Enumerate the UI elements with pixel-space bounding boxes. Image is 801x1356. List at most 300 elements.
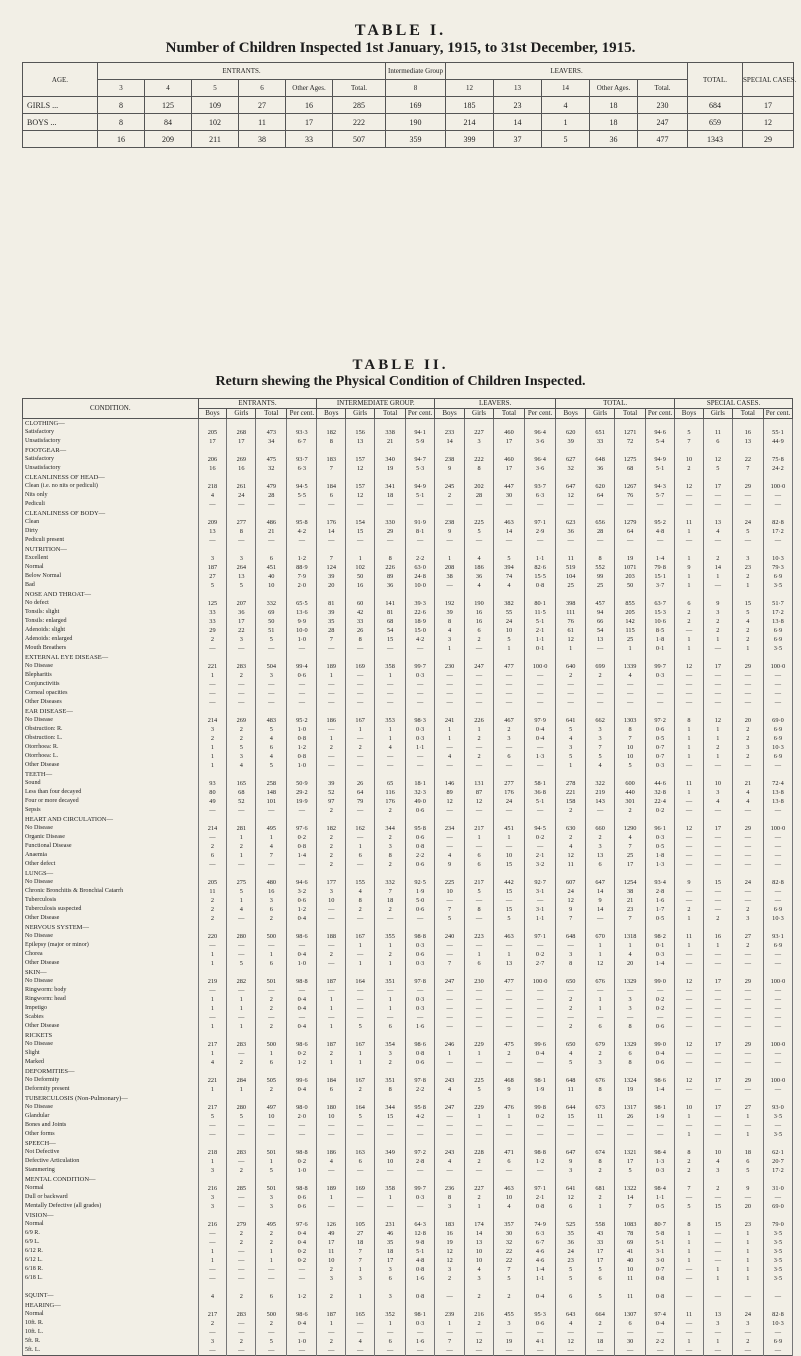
- value-cell: 4: [256, 734, 287, 743]
- empty-cell: [525, 968, 556, 977]
- value-cell: 219: [198, 977, 227, 986]
- value-cell: 4: [346, 1337, 375, 1346]
- value-cell: 97: [317, 797, 346, 806]
- value-cell: 176: [317, 518, 346, 527]
- value-cell: 176: [375, 797, 406, 806]
- value-cell: 94·1: [406, 428, 435, 437]
- value-cell: 4·6: [525, 1247, 556, 1256]
- value-cell: —: [493, 1004, 524, 1013]
- value-cell: 5: [198, 581, 227, 590]
- empty-cell: [317, 1139, 346, 1148]
- value-cell: 0·6: [646, 1022, 675, 1031]
- value-cell: 24: [493, 617, 524, 626]
- empty-cell: [763, 1094, 792, 1103]
- value-cell: —: [646, 536, 675, 545]
- value-cell: 6: [346, 1157, 375, 1166]
- empty-cell: [287, 545, 317, 554]
- value-cell: —: [435, 671, 465, 680]
- value-cell: —: [763, 1085, 792, 1094]
- condition-label-cell: Glandular: [23, 1112, 199, 1121]
- value-cell: 93·4: [646, 878, 675, 887]
- value-cell: 1: [556, 644, 586, 653]
- sub-header: Girls: [703, 409, 732, 419]
- value-cell: 1: [675, 1112, 704, 1121]
- value-cell: 1: [732, 1265, 763, 1274]
- value-cell: 0·2: [287, 1256, 317, 1265]
- value-cell: 0·6: [287, 671, 317, 680]
- value-cell: 382: [493, 599, 524, 608]
- value-cell: 12: [435, 1247, 465, 1256]
- empty-cell: [256, 1283, 287, 1292]
- value-cell: 4: [256, 752, 287, 761]
- value-cell: 6: [615, 1319, 646, 1328]
- empty-cell: [675, 1094, 704, 1103]
- table1-cell: 16: [98, 131, 145, 148]
- value-cell: 1·6: [406, 1274, 435, 1283]
- section-label: NOSE AND THROAT—: [23, 590, 199, 599]
- value-cell: 157: [346, 455, 375, 464]
- empty-cell: [763, 545, 792, 554]
- value-cell: 14: [317, 527, 346, 536]
- condition-row: [23, 1337, 793, 1346]
- value-cell: 1: [256, 1256, 287, 1265]
- value-cell: 1: [435, 1049, 465, 1058]
- value-cell: 24: [732, 878, 763, 887]
- value-cell: —: [406, 761, 435, 770]
- empty-cell: [375, 815, 406, 824]
- value-cell: 9: [556, 905, 586, 914]
- value-cell: 6·9: [763, 734, 792, 743]
- value-cell: 280: [227, 1103, 256, 1112]
- value-cell: 217: [198, 1040, 227, 1049]
- value-cell: —: [732, 1058, 763, 1067]
- condition-row: [23, 1319, 793, 1328]
- value-cell: —: [493, 941, 524, 950]
- value-cell: 641: [556, 716, 586, 725]
- value-cell: 95·8: [406, 1103, 435, 1112]
- empty-cell: [287, 473, 317, 482]
- value-cell: —: [375, 644, 406, 653]
- value-cell: 8: [615, 725, 646, 734]
- condition-row: [23, 1112, 793, 1121]
- condition-row: [23, 932, 793, 941]
- condition-label-cell: Marked: [23, 1058, 199, 1067]
- condition-label-cell: Dull or backward: [23, 1193, 199, 1202]
- value-cell: 15: [703, 1220, 732, 1229]
- empty-cell: [256, 1301, 287, 1310]
- condition-row: [23, 617, 793, 626]
- condition-label-cell: Normal: [23, 1220, 199, 1229]
- value-cell: —: [198, 1013, 227, 1022]
- value-cell: 14: [703, 563, 732, 572]
- section-label: LUNGS—: [23, 869, 199, 878]
- empty-cell: [586, 968, 615, 977]
- value-cell: —: [703, 500, 732, 509]
- empty-cell: [287, 770, 317, 779]
- condition-label-cell: Chorea: [23, 950, 199, 959]
- value-cell: —: [703, 806, 732, 815]
- row-label: [23, 131, 98, 148]
- value-cell: 12: [556, 635, 586, 644]
- value-cell: 2: [465, 752, 494, 761]
- value-cell: 2: [317, 833, 346, 842]
- empty-cell: [435, 545, 465, 554]
- value-cell: 2: [256, 995, 287, 1004]
- value-cell: —: [675, 680, 704, 689]
- value-cell: 12: [675, 482, 704, 491]
- value-cell: 1318: [615, 932, 646, 941]
- value-cell: —: [675, 1085, 704, 1094]
- value-cell: 664: [586, 1310, 615, 1319]
- value-cell: 9: [675, 563, 704, 572]
- empty-cell: [763, 509, 792, 518]
- value-cell: 0·6: [406, 950, 435, 959]
- value-cell: 158: [556, 797, 586, 806]
- value-cell: 12: [556, 896, 586, 905]
- value-cell: 21: [615, 896, 646, 905]
- value-cell: 81: [375, 608, 406, 617]
- value-cell: —: [493, 761, 524, 770]
- condition-row: [23, 698, 793, 707]
- value-cell: 0·6: [406, 905, 435, 914]
- value-cell: —: [703, 959, 732, 968]
- value-cell: —: [703, 680, 732, 689]
- value-cell: —: [732, 1049, 763, 1058]
- condition-row: [23, 779, 793, 788]
- value-cell: —: [406, 914, 435, 923]
- condition-row: [23, 500, 793, 509]
- value-cell: 87: [465, 788, 494, 797]
- empty-cell: [732, 473, 763, 482]
- value-cell: 479: [256, 482, 287, 491]
- value-cell: —: [287, 698, 317, 707]
- value-cell: 341: [375, 482, 406, 491]
- table1-cell: 18: [590, 97, 638, 114]
- empty-cell: [227, 1067, 256, 1076]
- value-cell: 98·8: [287, 1148, 317, 1157]
- value-cell: 33: [586, 437, 615, 446]
- value-cell: 4·2: [406, 635, 435, 644]
- value-cell: —: [615, 1130, 646, 1139]
- value-cell: 5: [493, 635, 524, 644]
- section-label: TUBERCULOSIS (Non-Pulmonary)—: [23, 1094, 199, 1103]
- condition-label-cell: Impetigo: [23, 1004, 199, 1013]
- value-cell: 358: [375, 1184, 406, 1193]
- value-cell: 1: [675, 734, 704, 743]
- value-cell: 4: [703, 1157, 732, 1166]
- empty-cell: [198, 1031, 227, 1040]
- value-cell: 100·0: [763, 482, 792, 491]
- value-cell: 1: [435, 725, 465, 734]
- value-cell: 100·0: [763, 662, 792, 671]
- value-cell: 1·2: [287, 905, 317, 914]
- empty-cell: [435, 1211, 465, 1220]
- value-cell: 2: [317, 950, 346, 959]
- empty-cell: [556, 1175, 586, 1184]
- condition-row: [23, 734, 793, 743]
- condition-row: [23, 554, 793, 563]
- value-cell: 2: [586, 671, 615, 680]
- value-cell: —: [703, 1112, 732, 1121]
- value-cell: 10: [703, 1148, 732, 1157]
- value-cell: —: [465, 1328, 494, 1337]
- value-cell: —: [287, 1121, 317, 1130]
- value-cell: 1: [465, 1202, 494, 1211]
- value-cell: 681: [586, 1184, 615, 1193]
- value-cell: 4: [556, 1319, 586, 1328]
- value-cell: 36: [465, 572, 494, 581]
- value-cell: 2: [317, 860, 346, 869]
- empty-cell: [493, 1283, 524, 1292]
- empty-cell: [732, 1094, 763, 1103]
- condition-row: [23, 716, 793, 725]
- value-cell: 0·3: [406, 959, 435, 968]
- value-cell: 20: [732, 1202, 763, 1211]
- empty-cell: [435, 1031, 465, 1040]
- value-cell: 284: [227, 1076, 256, 1085]
- empty-cell: [375, 446, 406, 455]
- empty-cell: [256, 446, 287, 455]
- empty-cell: [615, 446, 646, 455]
- value-cell: 1: [675, 743, 704, 752]
- value-cell: 24·8: [406, 572, 435, 581]
- value-cell: 5: [615, 1166, 646, 1175]
- empty-cell: [346, 1067, 375, 1076]
- empty-cell: [586, 1301, 615, 1310]
- empty-cell: [287, 1175, 317, 1184]
- value-cell: 116: [375, 788, 406, 797]
- value-cell: 4: [465, 581, 494, 590]
- value-cell: —: [465, 1346, 494, 1356]
- value-cell: 2: [732, 941, 763, 950]
- condition-label-cell: Normal: [23, 563, 199, 572]
- empty-cell: [525, 446, 556, 455]
- empty-cell: [556, 446, 586, 455]
- value-cell: —: [346, 1319, 375, 1328]
- value-cell: —: [406, 986, 435, 995]
- value-cell: 17: [703, 977, 732, 986]
- value-cell: 3·2: [525, 860, 556, 869]
- value-cell: 50: [615, 581, 646, 590]
- value-cell: 1·4: [287, 851, 317, 860]
- empty-cell: [227, 1283, 256, 1292]
- value-cell: 3: [586, 725, 615, 734]
- value-cell: 99·4: [287, 662, 317, 671]
- value-cell: 184: [317, 482, 346, 491]
- value-cell: 17: [703, 662, 732, 671]
- value-cell: 0·4: [525, 1049, 556, 1058]
- value-cell: —: [406, 1013, 435, 1022]
- value-cell: 10·3: [763, 743, 792, 752]
- value-cell: 0·6: [646, 1058, 675, 1067]
- table1-cell: 17: [743, 97, 794, 114]
- value-cell: —: [675, 887, 704, 896]
- value-cell: 100·0: [525, 977, 556, 986]
- group-header: ENTRANTS.: [198, 399, 317, 409]
- condition-label-cell: Sound: [23, 779, 199, 788]
- value-cell: 2: [198, 1319, 227, 1328]
- value-cell: 94·3: [646, 482, 675, 491]
- value-cell: 5: [556, 752, 586, 761]
- condition-label-cell: 6/9 L.: [23, 1238, 199, 1247]
- condition-row: [23, 1265, 793, 1274]
- value-cell: 2·2: [406, 851, 435, 860]
- value-cell: —: [703, 1292, 732, 1301]
- empty-cell: [346, 419, 375, 429]
- value-cell: 100·0: [763, 824, 792, 833]
- value-cell: 216: [198, 1220, 227, 1229]
- value-cell: —: [675, 761, 704, 770]
- value-cell: 32: [493, 1238, 524, 1247]
- section-row: [23, 1301, 793, 1310]
- condition-label-cell: Scabies: [23, 1013, 199, 1022]
- value-cell: —: [732, 761, 763, 770]
- value-cell: 354: [375, 1040, 406, 1049]
- condition-label-cell: Tuberculosis suspected: [23, 905, 199, 914]
- value-cell: —: [435, 941, 465, 950]
- value-cell: 0·3: [646, 833, 675, 842]
- empty-cell: [406, 707, 435, 716]
- value-cell: 447: [493, 482, 524, 491]
- value-cell: 0·8: [406, 1265, 435, 1274]
- value-cell: 3: [198, 1166, 227, 1175]
- value-cell: —: [227, 806, 256, 815]
- value-cell: —: [256, 1265, 287, 1274]
- value-cell: —: [525, 689, 556, 698]
- empty-cell: [615, 1094, 646, 1103]
- value-cell: —: [406, 698, 435, 707]
- value-cell: 483: [256, 716, 287, 725]
- value-cell: —: [675, 1013, 704, 1022]
- condition-label-cell: Satisfactory: [23, 428, 199, 437]
- value-cell: 4: [375, 743, 406, 752]
- empty-cell: [227, 707, 256, 716]
- condition-row: [23, 1157, 793, 1166]
- value-cell: 11: [675, 932, 704, 941]
- empty-cell: [465, 419, 494, 429]
- value-cell: 1254: [615, 878, 646, 887]
- value-cell: —: [346, 860, 375, 869]
- value-cell: 2: [732, 752, 763, 761]
- value-cell: 105: [346, 1220, 375, 1229]
- value-cell: 9: [435, 464, 465, 473]
- value-cell: 165: [346, 1310, 375, 1319]
- value-cell: 231: [375, 1220, 406, 1229]
- value-cell: 1: [375, 959, 406, 968]
- value-cell: —: [763, 698, 792, 707]
- table1-cell: 14: [494, 114, 542, 131]
- empty-cell: [675, 815, 704, 824]
- section-label: EAR DISEASE—: [23, 707, 199, 716]
- value-cell: 10·0: [287, 626, 317, 635]
- value-cell: 442: [493, 878, 524, 887]
- value-cell: —: [763, 806, 792, 815]
- empty-cell: [525, 869, 556, 878]
- value-cell: 243: [435, 1148, 465, 1157]
- value-cell: —: [317, 941, 346, 950]
- condition-row: [23, 608, 793, 617]
- value-cell: 19: [615, 554, 646, 563]
- value-cell: —: [732, 1121, 763, 1130]
- empty-cell: [227, 1031, 256, 1040]
- sub-header: Total: [375, 409, 406, 419]
- value-cell: 7: [615, 734, 646, 743]
- value-cell: 2·1: [525, 626, 556, 635]
- condition-label-cell: Stammering: [23, 1166, 199, 1175]
- condition-label-cell: Nits only: [23, 491, 199, 500]
- condition-label-cell: No Disease: [23, 1103, 199, 1112]
- value-cell: 0·5: [646, 1202, 675, 1211]
- value-cell: 24: [556, 887, 586, 896]
- value-cell: 1: [198, 1247, 227, 1256]
- value-cell: 202: [465, 482, 494, 491]
- value-cell: 7: [317, 464, 346, 473]
- value-cell: 1·0: [287, 959, 317, 968]
- empty-cell: [375, 473, 406, 482]
- age-header: Other Ages.: [286, 80, 333, 97]
- value-cell: 11: [703, 428, 732, 437]
- condition-label-cell: Mouth Breathers: [23, 644, 199, 653]
- condition-label-cell: No Disease: [23, 662, 199, 671]
- value-cell: 0·8: [406, 1049, 435, 1058]
- value-cell: —: [763, 950, 792, 959]
- value-cell: 225: [465, 518, 494, 527]
- table1-cell: 659: [688, 114, 743, 131]
- value-cell: 156: [346, 428, 375, 437]
- table1-cell: 230: [638, 97, 688, 114]
- value-cell: —: [227, 1157, 256, 1166]
- empty-cell: [646, 1211, 675, 1220]
- value-cell: —: [493, 698, 524, 707]
- value-cell: 650: [556, 977, 586, 986]
- value-cell: —: [465, 761, 494, 770]
- sub-header: Total: [256, 409, 287, 419]
- empty-cell: [317, 815, 346, 824]
- empty-cell: [346, 707, 375, 716]
- value-cell: 1303: [615, 716, 646, 725]
- empty-cell: [586, 1211, 615, 1220]
- value-cell: 1·1: [525, 914, 556, 923]
- value-cell: 3·5: [763, 581, 792, 590]
- value-cell: —: [493, 1346, 524, 1356]
- value-cell: 17: [586, 1247, 615, 1256]
- value-cell: 12: [346, 464, 375, 473]
- value-cell: —: [675, 698, 704, 707]
- value-cell: 2: [465, 1193, 494, 1202]
- condition-label-cell: Blepharitis: [23, 671, 199, 680]
- condition-row: [23, 1040, 793, 1049]
- value-cell: 473: [256, 428, 287, 437]
- value-cell: —: [435, 896, 465, 905]
- value-cell: 49: [198, 797, 227, 806]
- value-cell: 1: [493, 833, 524, 842]
- value-cell: 99·0: [646, 977, 675, 986]
- value-cell: 12: [435, 1256, 465, 1265]
- value-cell: 233: [435, 428, 465, 437]
- empty-cell: [615, 1283, 646, 1292]
- empty-cell: [586, 1175, 615, 1184]
- value-cell: 218: [198, 1148, 227, 1157]
- value-cell: 18: [375, 1247, 406, 1256]
- empty-cell: [675, 770, 704, 779]
- value-cell: 55: [493, 608, 524, 617]
- empty-cell: [435, 1139, 465, 1148]
- value-cell: 558: [586, 1220, 615, 1229]
- value-cell: 2: [465, 635, 494, 644]
- value-cell: —: [435, 581, 465, 590]
- empty-cell: [198, 923, 227, 932]
- value-cell: —: [615, 1328, 646, 1337]
